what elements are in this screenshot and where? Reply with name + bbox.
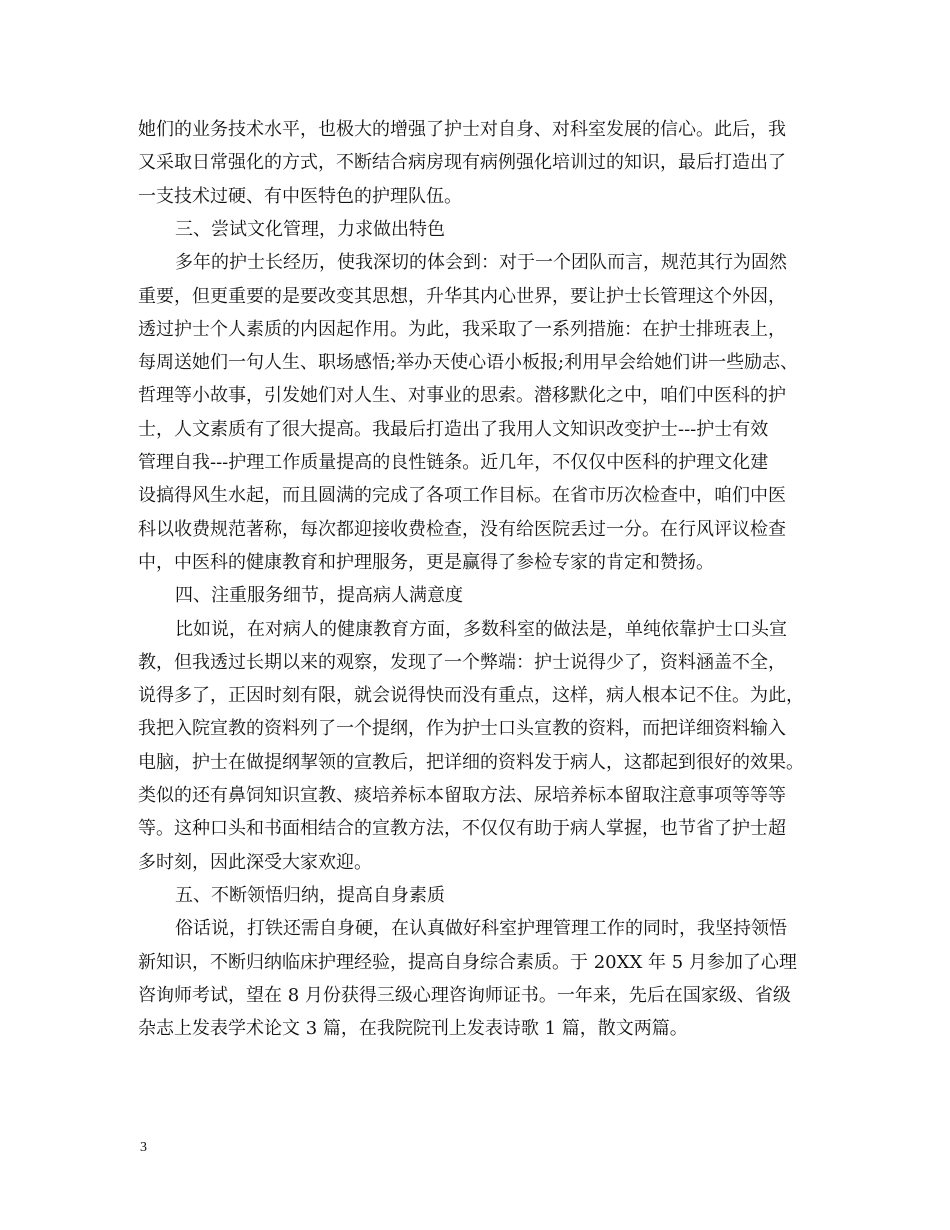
paragraph-line: 透过护士个人素质的内因起作用。为此，我采取了一系列措施：在护士排班表上， (138, 318, 786, 340)
paragraph-line: 教，但我透过长期以来的观察，发现了一个弊端：护士说得少了，资料涵盖不全， (138, 651, 786, 673)
paragraph-line: 类似的还有鼻饲知识宣教、痰培养标本留取方法、尿培养标本留取注意事项等等等 (138, 785, 786, 806)
page-number: 3 (140, 1140, 147, 1155)
paragraph-line-indented: 四、注重服务细节，提高病人满意度 (175, 585, 463, 607)
paragraph-line: 多时刻，因此深受大家欢迎。 (138, 851, 372, 873)
paragraph-line: 咨询师考试，望在 8 月份获得三级心理咨询师证书。一年来，先后在国家级、省级 (138, 984, 791, 1006)
paragraph-line: 设搞得风生水起，而且圆满的完成了各项工作目标。在省市历次检查中，咱们中医 (138, 485, 786, 507)
paragraph-line-indented: 俗话说，打铁还需自身硬，在认真做好科室护理管理工作的同时，我坚持领悟 (175, 918, 787, 940)
paragraph-line: 每周送她们一句人生、职场感悟;举办天使心语小板报;利用早会给她们讲一些励志、 (138, 352, 799, 374)
paragraph-line: 重要，但更重要的是要改变其思想，升华其内心世界，要让护士长管理这个外因， (138, 285, 786, 307)
paragraph-line: 说得多了，正因时刻有限，就会说得快而没有重点，这样，病人根本记不住。为此， (138, 685, 804, 707)
paragraph-line: 士，人文素质有了很大提高。我最后打造出了我用人文知识改变护士---护士有效 (138, 418, 769, 440)
paragraph-line: 管理自我---护理工作质量提高的良性链条。近几年，不仅仅中医科的护理文化建 (138, 452, 769, 473)
paragraph-line: 中，中医科的健康教育和护理服务，更是赢得了参检专家的肯定和赞扬。 (138, 551, 714, 573)
paragraph-line: 科以收费规范著称，每次都迎接收费检查，没有给医院丢过一分。在行风评议检查 (138, 518, 786, 540)
paragraph-line-indented: 五、不断领悟归纳，提高自身素质 (175, 884, 445, 906)
paragraph-line-indented: 三、尝试文化管理，力求做出特色 (175, 218, 445, 240)
paragraph-line: 又采取日常强化的方式，不断结合病房现有病例强化培训过的知识，最后打造出了 (138, 152, 786, 174)
paragraph-line: 她们的业务技术水平，也极大的增强了护士对自身、对科室发展的信心。此后，我 (138, 119, 786, 140)
paragraph-line: 我把入院宣教的资料列了一个提纲，作为护士口头宣教的资料，而把详细资料输入 (138, 718, 786, 740)
paragraph-line: 新知识，不断归纳临床护理经验，提高自身综合素质。于 20XX 年 5 月参加了心理 (138, 951, 797, 973)
paragraph-line-indented: 比如说，在对病人的健康教育方面，多数科室的做法是，单纯依靠护士口头宣 (175, 618, 787, 640)
paragraph-line-indented: 多年的护士长经历，使我深切的体会到：对于一个团队而言，规范其行为固然 (175, 252, 787, 274)
paragraph-line: 杂志上发表学术论文 3 篇，在我院院刊上发表诗歌 1 篇，散文两篇。 (138, 1018, 688, 1040)
paragraph-line: 一支技术过硬、有中医特色的护理队伍。 (138, 185, 462, 207)
paragraph-line: 电脑，护士在做提纲挈领的宣教后，把详细的资料发于病人，这都起到很好的效果。 (138, 751, 804, 773)
paragraph-line: 哲理等小故事，引发她们对人生、对事业的思索。潜移默化之中，咱们中医科的护 (138, 385, 786, 407)
paragraph-line: 等。这种口头和书面相结合的宣教方法，不仅仅有助于病人掌握，也节省了护士超 (138, 818, 786, 840)
